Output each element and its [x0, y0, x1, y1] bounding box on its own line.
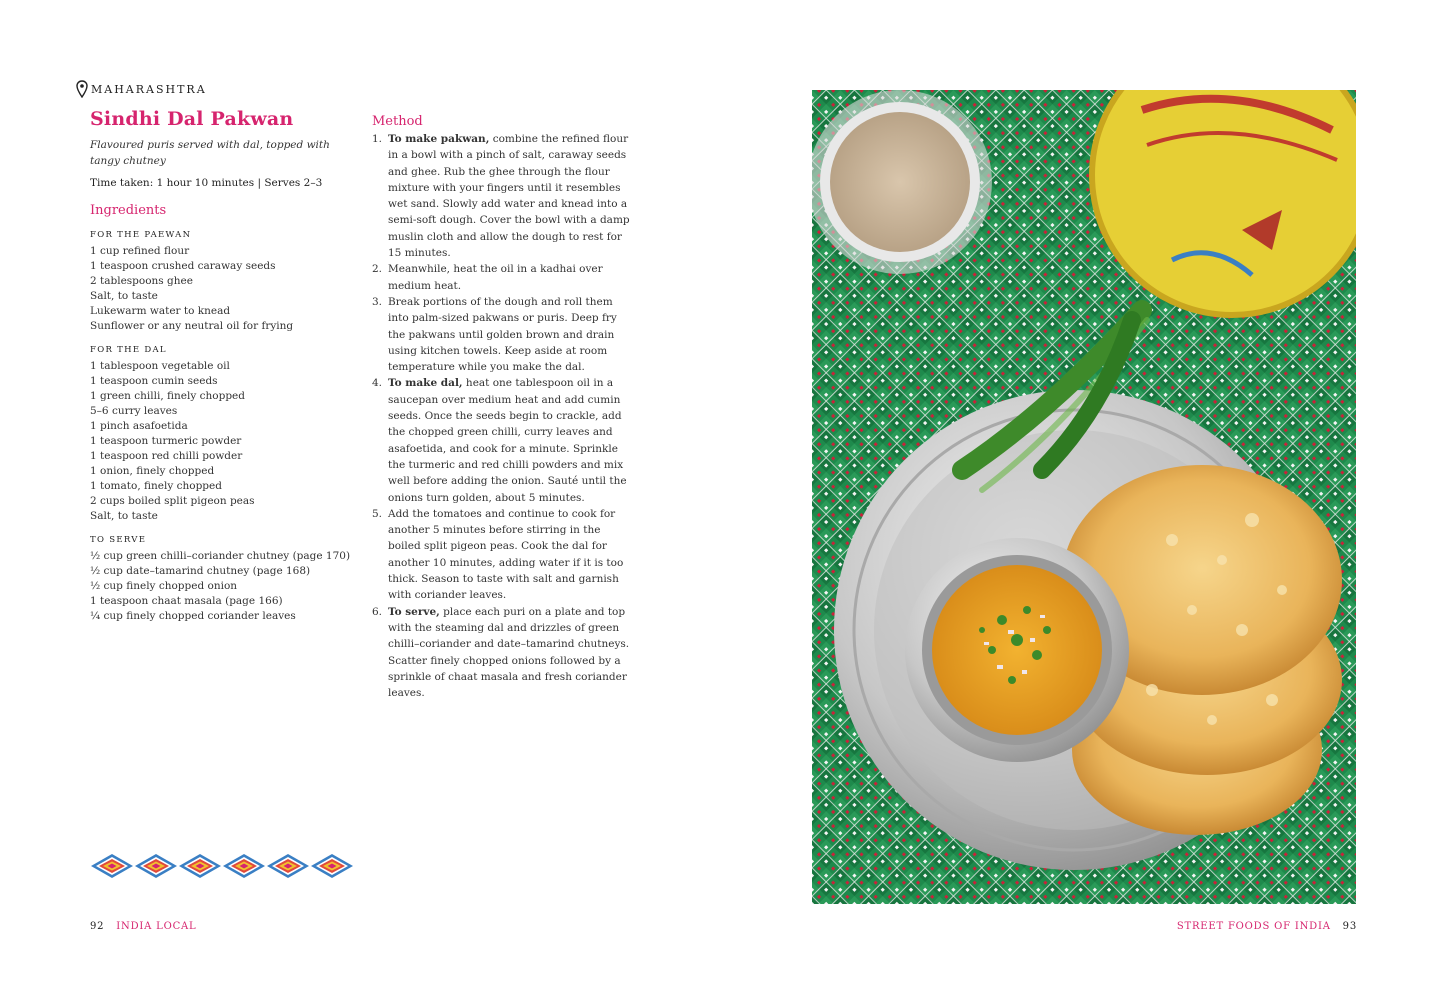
food-photo-illustration [812, 90, 1356, 904]
ingredient-group [90, 244, 360, 334]
method-step [372, 604, 634, 702]
ingredient-item: 1 teaspoon cumin seeds [90, 375, 218, 387]
ingredient-item: Salt, to taste [90, 290, 158, 302]
ingredient-group-title: TO SERVE [90, 535, 147, 545]
step-text [388, 294, 634, 375]
step-body: combine the refined flour in a bowl with a pinch of salt, caraway seeds and ghee. Rub the ghee through the flour mixture with your fingers until it resembles wet sand. Slowly add water and knead into a semi-soft dough. Cover the bowl with a damp muslin cloth and allow the dough to rest for 15 minutes. [388, 133, 630, 260]
ingredient-item: 1 teaspoon red chilli powder [90, 450, 243, 462]
ornament-diamond [267, 854, 309, 878]
recipe-title: Sindhi Dal Pakwan [90, 108, 294, 130]
ingredient-group [90, 549, 360, 624]
ingredients-heading: Ingredients [90, 203, 167, 218]
step-body: heat one tablespoon oil in a saucepan over medium heat and add cumin seeds. Once the seeds begin to crackle, add the chopped green chilli, curry leaves and asafoetida, and cook for a minute. Sprinkle the turmeric and red chilli powders and mix well before adding the onion. Sauté until the onions turn golden, about 5 minutes. [388, 377, 627, 504]
ingredient-group-title: FOR THE PAEWAN [90, 230, 192, 240]
step-body: Break portions of the dough and roll them into palm-sized pakwans or puris. Deep fry the pakwans until golden brown and drain using kitchen towels. Keep aside at room temperature while you make the dal. [388, 295, 617, 374]
ingredient-item: Lukewarm water to knead [90, 305, 231, 317]
ingredient-group [90, 359, 360, 524]
book-title-right: STREET FOODS OF INDIA [1176, 921, 1331, 932]
step-text [388, 261, 634, 294]
method-heading: Method [372, 114, 423, 129]
footer-right [1177, 921, 1357, 932]
ornament-diamond [223, 854, 265, 878]
step-text [388, 604, 634, 702]
footer-left [90, 921, 197, 932]
step-number: 4. [372, 377, 383, 390]
region-name: MAHARASHTRA [91, 82, 207, 96]
step-lead: To make pakwan, [388, 133, 490, 145]
ingredient-item: 2 cups boiled split pigeon peas [90, 495, 255, 507]
ingredient-item: ½ cup green chilli–coriander chutney (page 170) [90, 550, 351, 562]
step-number: 2. [372, 263, 383, 276]
ingredient-item: 1 tablespoon vegetable oil [90, 360, 230, 372]
ornament-diamond [135, 854, 177, 878]
step-body: Add the tomatoes and continue to cook for another 5 minutes before stirring in the boiled split pigeon peas. Cook the dal for another 10 minutes, adding water if it is too thick. Season to taste with salt and garnish with coriander leaves. [388, 507, 624, 602]
ingredient-item: Salt, to taste [90, 510, 158, 522]
step-number: 1. [372, 133, 383, 145]
step-number: 3. [372, 295, 383, 308]
ingredient-item: 2 tablespoons ghee [90, 275, 193, 287]
step-text [388, 131, 634, 261]
ingredient-item: ½ cup finely chopped onion [90, 580, 238, 592]
page-number-left: 92 [90, 921, 105, 932]
method-steps [372, 131, 634, 701]
ingredient-item: 1 tomato, finely chopped [90, 480, 222, 492]
ingredient-item: 1 teaspoon turmeric powder [90, 435, 242, 447]
ingredient-item: 5–6 curry leaves [90, 405, 178, 417]
ingredient-item: 1 onion, finely chopped [90, 465, 215, 477]
method-step [372, 294, 634, 375]
method-step [372, 131, 634, 261]
step-lead: To make dal, [388, 377, 463, 390]
ingredient-item: 1 pinch asafoetida [90, 420, 188, 432]
diamond-ornament [90, 853, 354, 879]
method-step [372, 375, 634, 505]
region-label [76, 80, 207, 98]
ingredient-item: 1 cup refined flour [90, 245, 190, 257]
ornament-diamond [91, 854, 133, 878]
method-step [372, 261, 634, 294]
method-step [372, 506, 634, 604]
location-pin-icon [76, 80, 88, 98]
food-photo [812, 90, 1356, 904]
step-text [388, 375, 634, 505]
recipe-meta: Time taken: 1 hour 10 minutes | Serves 2–3 [90, 177, 323, 189]
page-number-right: 93 [1342, 921, 1357, 932]
step-lead: To serve, [388, 605, 440, 618]
ingredients-list [90, 228, 360, 624]
ingredient-item: 1 teaspoon crushed caraway seeds [90, 260, 276, 272]
ingredient-item: ¼ cup finely chopped coriander leaves [90, 610, 296, 622]
ornament-diamond [179, 854, 221, 878]
ingredient-item: 1 green chilli, finely chopped [90, 390, 245, 402]
ingredient-item: Sunflower or any neutral oil for frying [90, 320, 294, 332]
step-text [388, 506, 634, 604]
ingredient-item: ½ cup date–tamarind chutney (page 168) [90, 565, 311, 577]
step-number: 5. [372, 507, 383, 520]
step-body: place each puri on a plate and top with the steaming dal and drizzles of green chilli–coriander and date–tamarind chutneys. Scatter finely chopped onions followed by a sprinkle of chaat masala and fresh coriander leaves. [388, 605, 630, 700]
step-number: 6. [372, 605, 383, 618]
book-title-left: INDIA LOCAL [116, 921, 197, 932]
step-body: Meanwhile, heat the oil in a kadhai over medium heat. [388, 263, 603, 292]
recipe-subtitle: Flavoured puris served with dal, topped with tangy chutney [90, 139, 330, 167]
ingredient-item: 1 teaspoon chaat masala (page 166) [90, 595, 283, 607]
ingredient-group-title: FOR THE DAL [90, 345, 167, 355]
ornament-diamond [311, 854, 353, 878]
